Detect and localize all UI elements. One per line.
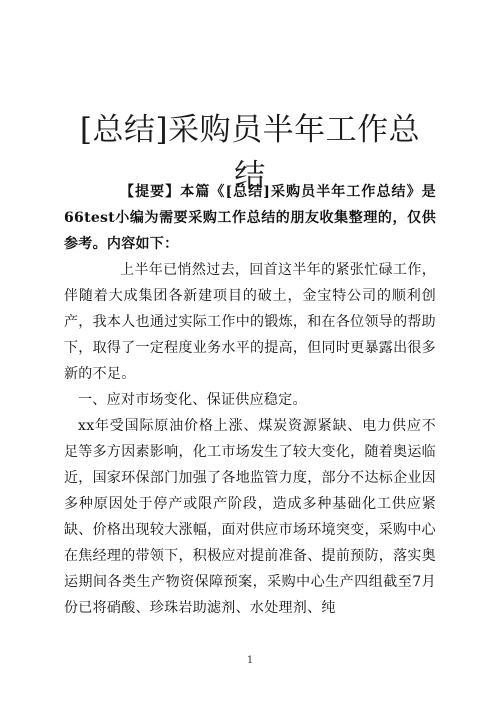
body-paragraph: xx年受国际原油价格上涨、煤炭资源紧缺、电力供应不足等多方因素影响，化工市场发生了较大变化，随着奥运临近，国家环保部门加强了各地监管力度，部分不达标企业因多种原因处于停产或限产阶段，造成多种基础化工供应紧缺、价格出现较大涨幅，面对供应市场环境突变，采购中心在焦经理的带领下，积极应对提前准备、提前预防，落实奥运期间各类生产物资保障预案，采购中心生产四组截至7月份已将硝酸、珍珠岩助滤剂、水处理剂、纯 (64, 418, 436, 616)
page-number: 1 (246, 655, 254, 666)
document-title: [总结]采购员半年工作总结 (79, 111, 421, 194)
summary-paragraph: 【提要】本篇《[总结]采购员半年工作总结》是66test小编为需要采购工作总结的朋友收集整理的，仅供参考。内容如下： (64, 184, 436, 252)
intro-paragraph: 上半年已悄然过去，回首这半年的紧张忙碌工作，伴随着大成集团各新建项目的破土，金宝特公司的顺利创产，我本人也通过实际工作中的锻炼，和在各位领导的帮助下，取得了一定程度业务水平的提高，但同时更暴露出很多新的不足。 (64, 262, 436, 382)
document-body (64, 179, 436, 621)
section-heading: 一、应对市场变化、保证供应稳定。 (78, 392, 307, 408)
